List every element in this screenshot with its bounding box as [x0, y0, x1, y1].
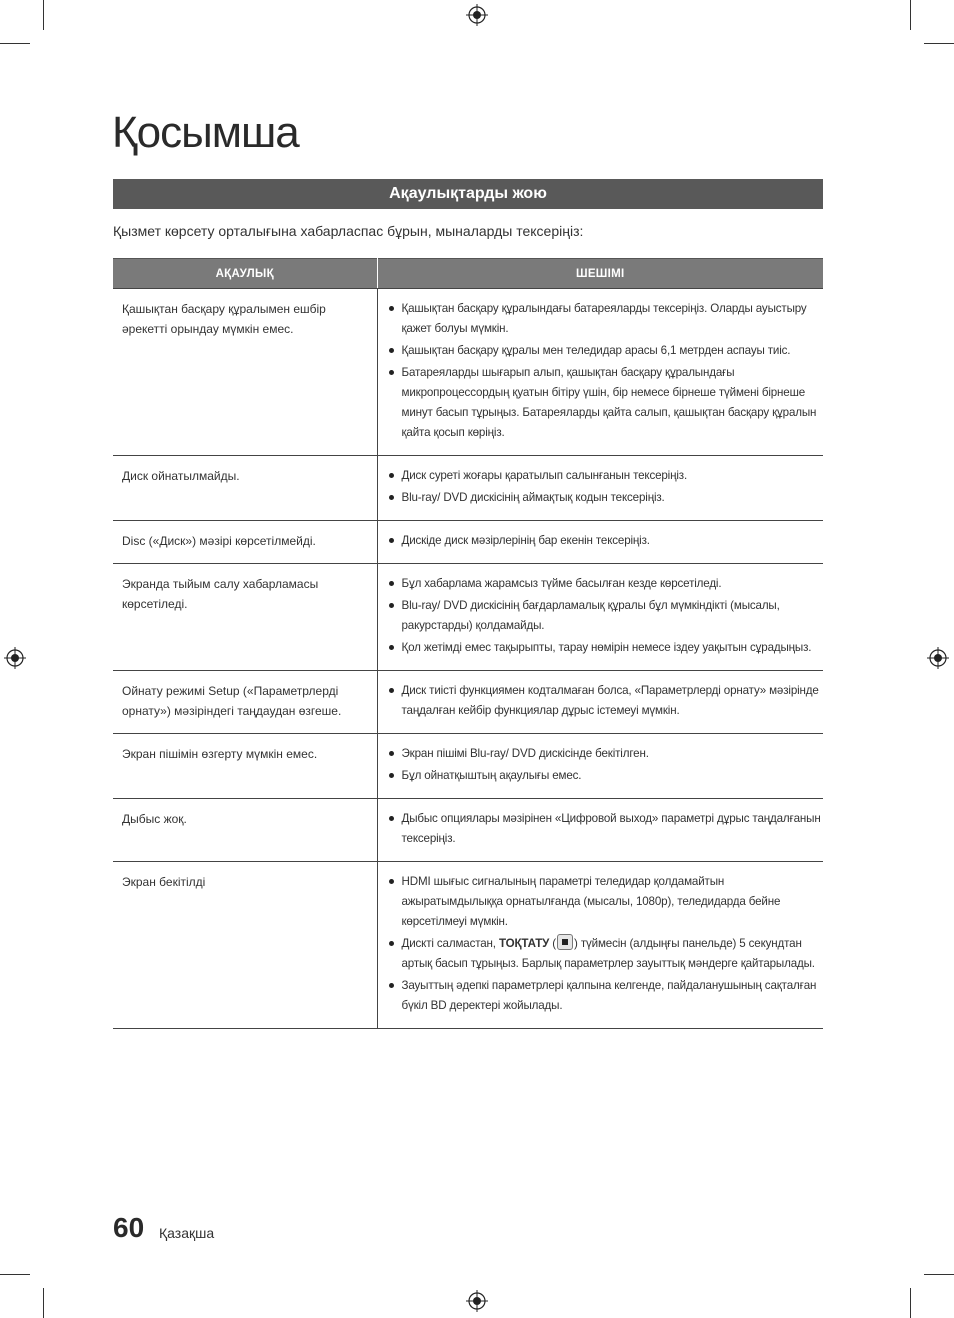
solution-list — [386, 744, 824, 786]
stop-icon — [557, 934, 573, 950]
solution-item: Дискті салмастан, ТОҚТАТУ ( ) түймесін (алдыңғы панельде) 5 секундтан артық басып тұрыңыз. Барлық параметрлер зауыттық мәндерге қайтарылады. — [386, 934, 824, 974]
solution-item: Зауыттың әдепкі параметрлері қалпына келгенде, пайдаланушының сақталған бүкіл BD деректері жойылады. — [386, 976, 824, 1016]
solution-text: түймесін (алдыңғы панельде) 5 секундтан артық басып тұрыңыз. Барлық параметрлер зауыттық мәндерге қайтарылады. — [401, 937, 815, 970]
stop-button-label: ТОҚТАТУ — [498, 937, 550, 950]
solution-list — [386, 872, 824, 1016]
solution-item: HDMI шығыс сигналының параметрі теледидар қолдамайтын ажыратымдылыққа орнатылғанда (мысалы, 1080p), теледидарда бейне көрсетілмеуі мүмкін. — [386, 872, 824, 932]
table-row — [113, 456, 823, 521]
solution-cell — [377, 734, 823, 799]
table-row — [113, 862, 823, 1029]
solution-cell — [377, 862, 823, 1029]
crop-mark — [924, 43, 954, 44]
solution-list — [386, 531, 824, 551]
crop-mark — [910, 1288, 911, 1318]
solution-item: Диск тиісті функциямен кодталмаған болса, «Параметрлерді орнату» мәзірінде таңдалған кейбір функциялар дұрыс істемеуі мүмкін. — [386, 681, 824, 721]
table-header-row — [113, 259, 823, 289]
problem-cell: Экран пішімін өзгерту мүмкін емес. — [113, 734, 377, 799]
section-title: Ақаулықтарды жою — [113, 179, 823, 209]
solution-item: Батареяларды шығарып алып, қашықтан басқару құралындағы микропроцессордың қуатын бітіру үшін, бір немесе бірнеше түймені бірнеше минут басып тұрыңыз. Батареяларды қайта салып, қашықтан басқару құралын қайта қосып көріңіз. — [386, 363, 824, 443]
solution-cell — [377, 564, 823, 671]
registration-mark-icon — [4, 647, 26, 669]
solution-list — [386, 809, 824, 849]
solution-list — [386, 466, 824, 508]
solution-item: Қашықтан басқару құралындағы батареяларды тексеріңіз. Оларды ауыстыру қажет болуы мүмкін. — [386, 299, 824, 339]
table-row — [113, 799, 823, 862]
crop-mark — [0, 43, 30, 44]
solution-item: Дискіде диск мәзірлерінің бар екенін тексеріңіз. — [386, 531, 824, 551]
crop-mark — [43, 1288, 44, 1318]
solution-item: Blu-ray/ DVD дискісінің аймақтық кодын тексеріңіз. — [386, 488, 824, 508]
table-row — [113, 289, 823, 456]
problem-cell: Экран бекітілді — [113, 862, 377, 1029]
solution-cell — [377, 521, 823, 564]
troubleshooting-table — [113, 258, 823, 1029]
solution-item: Бұл ойнатқыштың ақаулығы емес. — [386, 766, 824, 786]
solution-cell — [377, 671, 823, 734]
solution-cell — [377, 289, 823, 456]
solution-item: Диск суреті жоғары қаратылып салынғанын тексеріңіз. — [386, 466, 824, 486]
solution-text: Дискті салмастан, — [401, 937, 496, 950]
solution-list — [386, 681, 824, 721]
table-row — [113, 734, 823, 799]
page-title: Қосымша — [112, 108, 299, 157]
crop-mark — [924, 1274, 954, 1275]
solution-item: Қол жетімді емес тақырыпты, тарау нөмірін немесе іздеу уақытын сұрадыңыз. — [386, 638, 824, 658]
solution-item: Қашықтан басқару құралы мен теледидар арасы 6,1 метрден аспауы тиіс. — [386, 341, 824, 361]
table-row — [113, 521, 823, 564]
solution-cell — [377, 799, 823, 862]
solution-item: Бұл хабарлама жарамсыз түйме басылған кезде көрсетіледі. — [386, 574, 824, 594]
registration-mark-icon — [466, 4, 488, 26]
problem-cell: Диск ойнатылмайды. — [113, 456, 377, 521]
column-header-problem: АҚАУЛЫҚ — [113, 259, 377, 289]
solution-list — [386, 299, 824, 443]
table-row — [113, 671, 823, 734]
solution-item: Дыбыс опциялары мәзірінен «Цифровой выход» параметрі дұрыс таңдалғанын тексеріңіз. — [386, 809, 824, 849]
crop-mark — [910, 0, 911, 30]
solution-item: Blu-ray/ DVD дискісінің бағдарламалық құралы бұл мүмкіндікті (мысалы, ракурстарды) қолдамайды. — [386, 596, 824, 636]
page-number: 60 — [113, 1212, 145, 1243]
problem-cell: Экранда тыйым салу хабарламасы көрсетіледі. — [113, 564, 377, 671]
solution-item: Экран пішімі Blu-ray/ DVD дискісінде бекітілген. — [386, 744, 824, 764]
crop-mark — [43, 0, 44, 30]
intro-text: Қызмет көрсету орталығына хабарласпас бұрын, мыналарды тексеріңіз: — [113, 223, 584, 239]
registration-mark-icon — [466, 1290, 488, 1312]
crop-mark — [0, 1274, 30, 1275]
footer-language: Қазақша — [159, 1225, 215, 1241]
problem-cell: Қашықтан басқару құралымен ешбір әрекетті орындау мүмкін емес. — [113, 289, 377, 456]
problem-cell: Ойнату режимі Setup («Параметрлерді орнату») мәзіріндегі таңдаудан өзгеше. — [113, 671, 377, 734]
table-row — [113, 564, 823, 671]
solution-cell — [377, 456, 823, 521]
problem-cell: Дыбыс жоқ. — [113, 799, 377, 862]
solution-list — [386, 574, 824, 658]
column-header-solution: ШЕШІМІ — [377, 259, 823, 289]
registration-mark-icon — [927, 647, 949, 669]
problem-cell: Disc («Диск») мәзірі көрсетілмейді. — [113, 521, 377, 564]
